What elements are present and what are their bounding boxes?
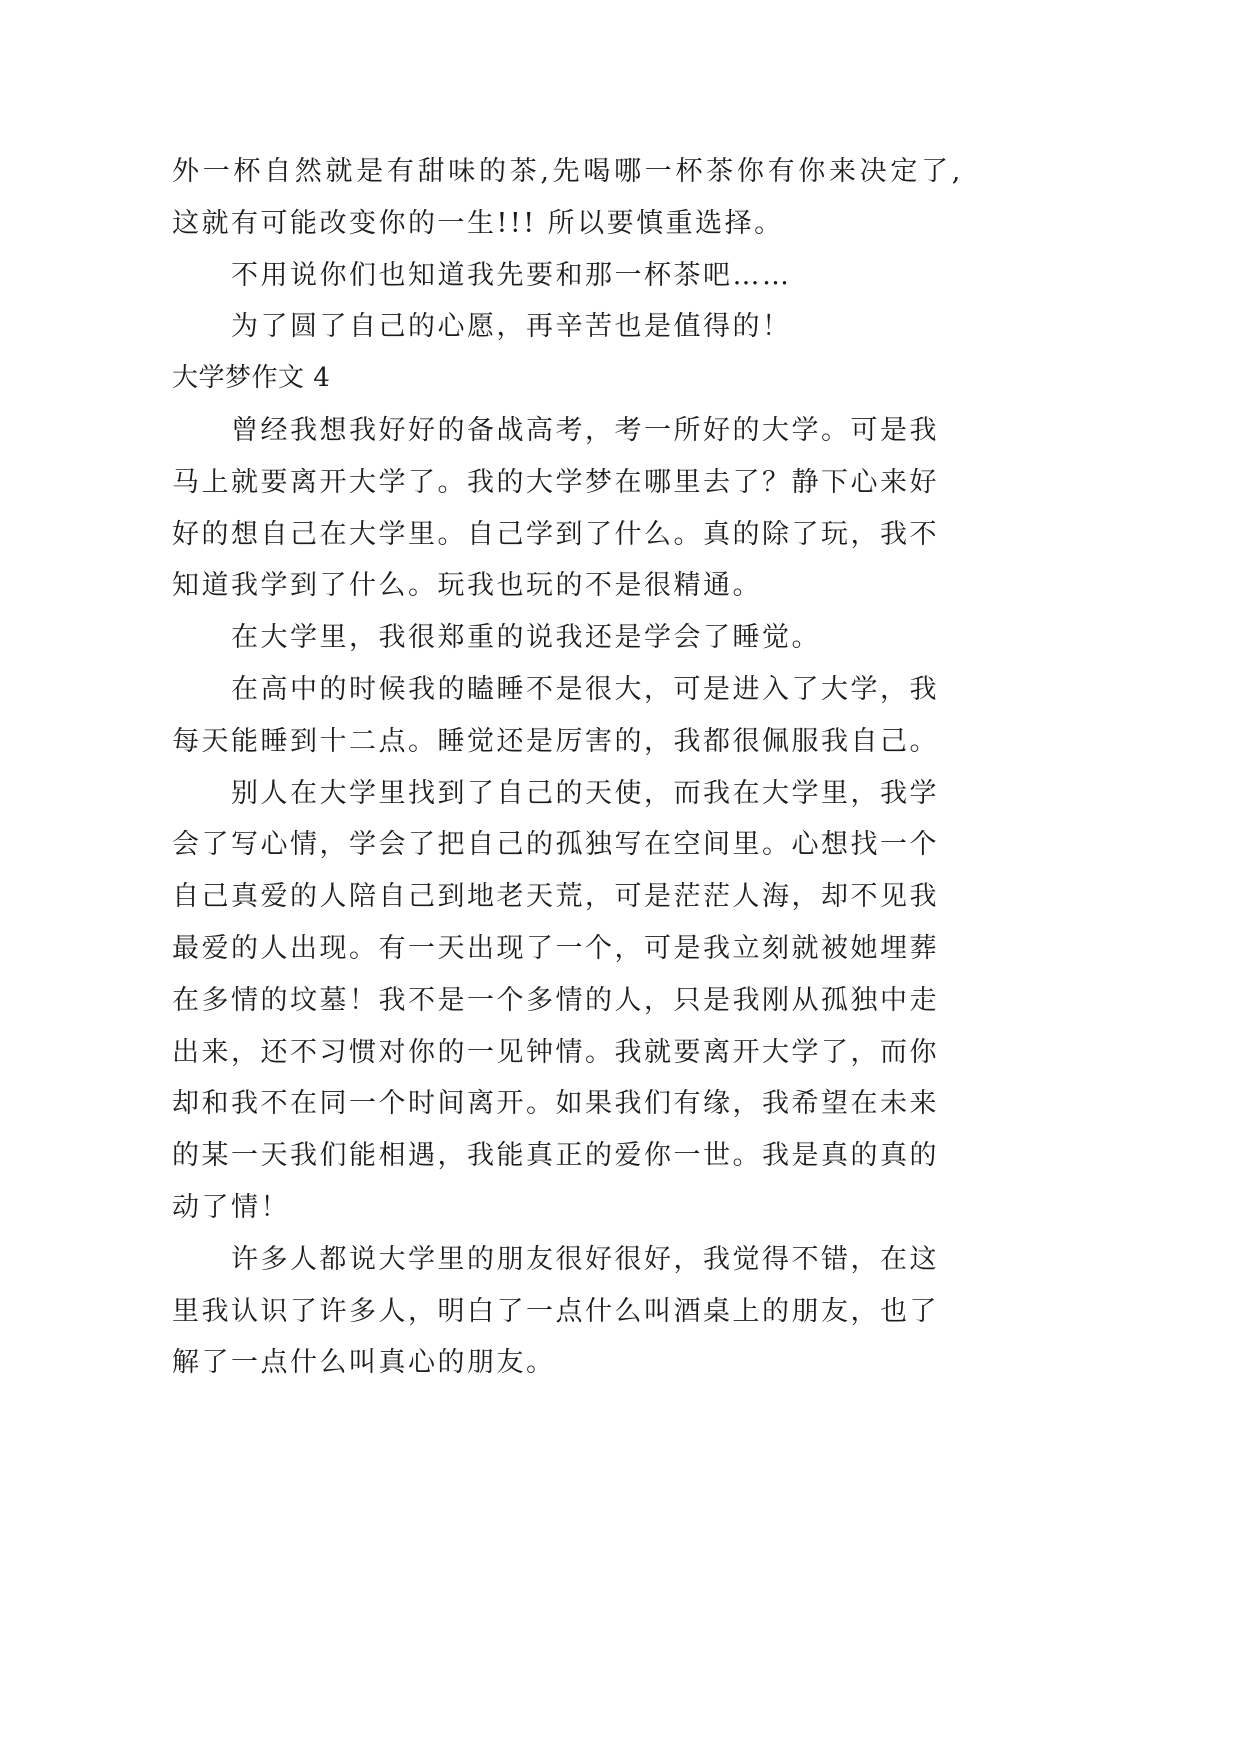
paragraph-line: 知道我学到了什么。玩我也玩的不是很精通。	[172, 570, 762, 602]
paragraph-line: 在大学里，我很郑重的说我还是学会了睡觉。	[231, 622, 821, 654]
paragraph-line: 自己真爱的人陪自己到地老天荒，可是茫茫人海，却不见我	[172, 881, 939, 913]
paragraph	[172, 405, 1072, 612]
paragraph-line: 这就有可能改变你的一生!!! 所以要慎重选择。	[172, 207, 784, 239]
paragraph	[172, 768, 1072, 1234]
paragraph	[172, 1234, 1072, 1389]
paragraph-line: 每天能睡到十二点。睡觉还是厉害的，我都很佩服我自己。	[172, 725, 939, 757]
paragraph-line: 曾经我想我好好的备战高考，考一所好的大学。可是我	[231, 414, 939, 446]
paragraph-line: 外一杯自然就是有甜味的茶,先喝哪一杯茶你有你来决定了,	[172, 156, 965, 187]
paragraph-line: 出来，还不习惯对你的一见钟情。我就要离开大学了，而你	[172, 1036, 939, 1068]
paragraph-line: 为了圆了自己的心愿，再辛苦也是值得的！	[231, 311, 792, 343]
paragraph-line: 却和我不在同一个时间离开。如果我们有缘，我希望在未来	[172, 1088, 939, 1120]
paragraph	[172, 301, 1072, 353]
document-body	[172, 146, 1072, 1389]
paragraph-line: 马上就要离开大学了。我的大学梦在哪里去了？静下心来好	[172, 466, 939, 498]
section-heading: 大学梦作文 4	[172, 363, 331, 394]
paragraph-line: 解了一点什么叫真心的朋友。	[172, 1347, 556, 1379]
paragraph-line: 好的想自己在大学里。自己学到了什么。真的除了玩，我不	[172, 518, 939, 550]
paragraph-line: 别人在大学里找到了自己的天使，而我在大学里，我学	[231, 777, 939, 809]
paragraph-line: 不用说你们也知道我先要和那一杯茶吧……	[231, 259, 792, 291]
paragraph	[172, 250, 1072, 302]
paragraph-line: 最爱的人出现。有一天出现了一个，可是我立刻就被她埋葬	[172, 932, 939, 964]
paragraph-line: 会了写心情，学会了把自己的孤独写在空间里。心想找一个	[172, 829, 939, 861]
paragraph-line: 许多人都说大学里的朋友很好很好，我觉得不错，在这	[231, 1243, 939, 1275]
paragraph-line: 在多情的坟墓！我不是一个多情的人，只是我刚从孤独中走	[172, 984, 939, 1016]
paragraph	[172, 612, 1072, 664]
paragraph	[172, 664, 1072, 768]
paragraph-line: 的某一天我们能相遇，我能真正的爱你一世。我是真的真的	[172, 1140, 939, 1172]
paragraph-line: 动了情！	[172, 1191, 290, 1223]
paragraph-line: 里我认识了许多人，明白了一点什么叫酒桌上的朋友，也了	[172, 1295, 939, 1327]
paragraph	[172, 146, 1072, 250]
paragraph-line: 在高中的时候我的瞌睡不是很大，可是进入了大学，我	[231, 673, 939, 705]
